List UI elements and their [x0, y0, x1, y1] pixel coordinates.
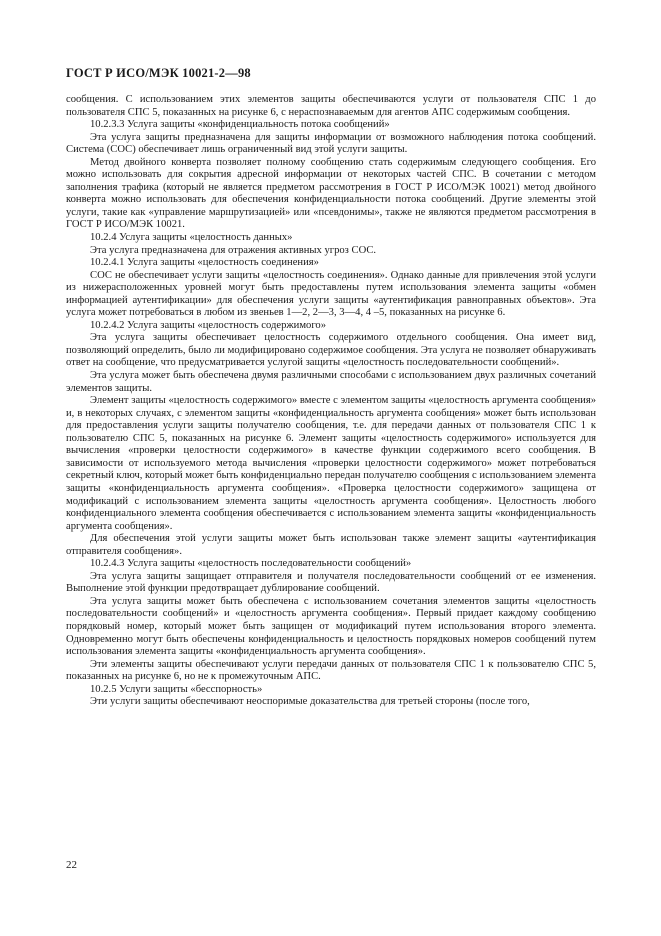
paragraph: Эти элементы защиты обеспечивают услуги передачи данных от пользователя СПС 1 к пользователю СПС 5, показанных на рисунке 6, но не к промежуточным АПС.: [66, 658, 596, 683]
section-heading-10-2-4-1: 10.2.4.1 Услуга защиты «целостность соединения»: [90, 257, 319, 269]
paragraph: Метод двойного конверта позволяет полному сообщению стать содержимым следующего сообщения. Его можно использовать для сокрытия адресной информации от некоторых частей СПС. В сочетании с методом заполнения трафика (который не является предметом рассмотрения в ГОСТ Р ИСО/МЭК 10021) метод двойного конверта можно использовать для обеспечения конфиденциальности потока сообщений. Другие элементы этой услуги, такие как «управление маршрутизацией» или «псевдонимы», также не являются предметом рассмотрения в ГОСТ Р ИСО/МЭК 10021.: [66, 156, 596, 231]
section-heading-10-2-4-3: 10.2.4.3 Услуга защиты «целостность последовательности сообщений»: [90, 558, 412, 570]
document-body: [66, 94, 596, 709]
paragraph: Эта услуга может быть обеспечена двумя различными способами с использованием двух различных сочетаний элементов защиты.: [66, 370, 596, 394]
section-heading-10-2-4-2: 10.2.4.2 Услуга защиты «целостность содержимого»: [90, 319, 327, 331]
paragraph: Для обеспечения этой услуги защиты может быть использован также элемент защиты «аутентификация отправителя сообщения».: [66, 533, 596, 557]
document-header: ГОСТ Р ИСО/МЭК 10021-2—98: [66, 66, 251, 80]
section-heading-10-2-3-3: 10.2.3.3 Услуга защиты «конфиденциальность потока сообщений»: [90, 119, 390, 131]
paragraph: Эта услуга предназначена для отражения активных угроз СОС.: [90, 244, 377, 256]
paragraph-continuation: сообщения. С использованием этих элементов защиты обеспечиваются услуги от пользователя СПС 1 до пользователя СПС 5, показанных на рисунке 6, с нераспознаваемым для агентов АПС содержимым сообщения.: [66, 94, 596, 118]
page-number: 22: [66, 859, 77, 871]
section-heading-10-2-5: 10.2.5 Услуги защиты «бесспорность»: [90, 683, 263, 695]
paragraph: Эта услуга защиты предназначена для защиты информации от возможного наблюдения потока сообщений. Система (СОС) обеспечивает лишь ограниченный вид этой услуги защиты.: [66, 131, 596, 156]
paragraph: Эта услуга защиты может быть обеспечена с использованием сочетания элементов защиты «целостность последовательности сообщений» и «целостность аргумента сообщения». Первый придает каждому сообщению порядковый номер, который может быть защищен от модификаций путем использования второго элемента. Одновременно могут быть обеспечены конфиденциальность и целостность порядковых номеров сообщений путем использования элемента защиты «конфиденциальность аргумента сообщения».: [66, 595, 596, 658]
paragraph: Эта услуга защиты обеспечивает целостность содержимого отдельного сообщения. Она имеет вид, позволяющий определить, было ли модифицировано содержимое сообщения. Эта услуга не позволяет обнаруживать ответ на сообщение, что предусматривается услугой защиты «целостность последовательности сообщений».: [66, 332, 596, 369]
paragraph: Элемент защиты «целостность содержимого» вместе с элементом защиты «целостность аргумента сообщения» и, в некоторых случаях, с элементом защиты «конфиденциальность аргумента сообщения» может быть использован для предоставления услуги защиты получателю сообщения, т.е. для передачи данных от пользователя СПС 1 к пользователю СПС 5, показанных на рисунке 6. Элемент защиты «целостность содержимого» используется для вычисления «проверки целостности содержимого» в качестве функции содержимого всего сообщения. В зависимости от используемого метода вычисления «проверки целостности содержимого» может потребоваться секретный ключ, который может быть конфиденциально передан получателю сообщения с использованием элемента защиты «конфиденциальность аргумента сообщения». «Проверка целостности содержимого» защищена от модификаций с использованием элемента защиты «целостность аргумента сообщения». Целостность любого конфиденциального элемента сообщения обеспечивается с использованием элемента защиты «конфиденциальность аргумента сообщения».: [66, 395, 596, 532]
section-heading-10-2-4: 10.2.4 Услуга защиты «целостность данных»: [90, 232, 293, 244]
paragraph: Эти услуги защиты обеспечивают неоспоримые доказательства для третьей стороны (после того,: [90, 696, 530, 708]
paragraph: Эта услуга защиты защищает отправителя и получателя последовательности сообщений от ее изменения. Выполнение этой функции предотвращает дублирование сообщений.: [66, 570, 596, 595]
paragraph: СОС не обеспечивает услуги защиты «целостность соединения». Однако данные для привлечения этой услуги из нижерасположенных уровней могут быть предоставлены путем использования элемента защиты «обмен информацией аутентификации» для обеспечения услуги защиты «аутентификация равноправных объектов». Эта услуга может потребоваться в любом из звеньев 1—2, 2—3, 3—4, 4 –5, показанных на рисунке 6.: [66, 269, 596, 319]
